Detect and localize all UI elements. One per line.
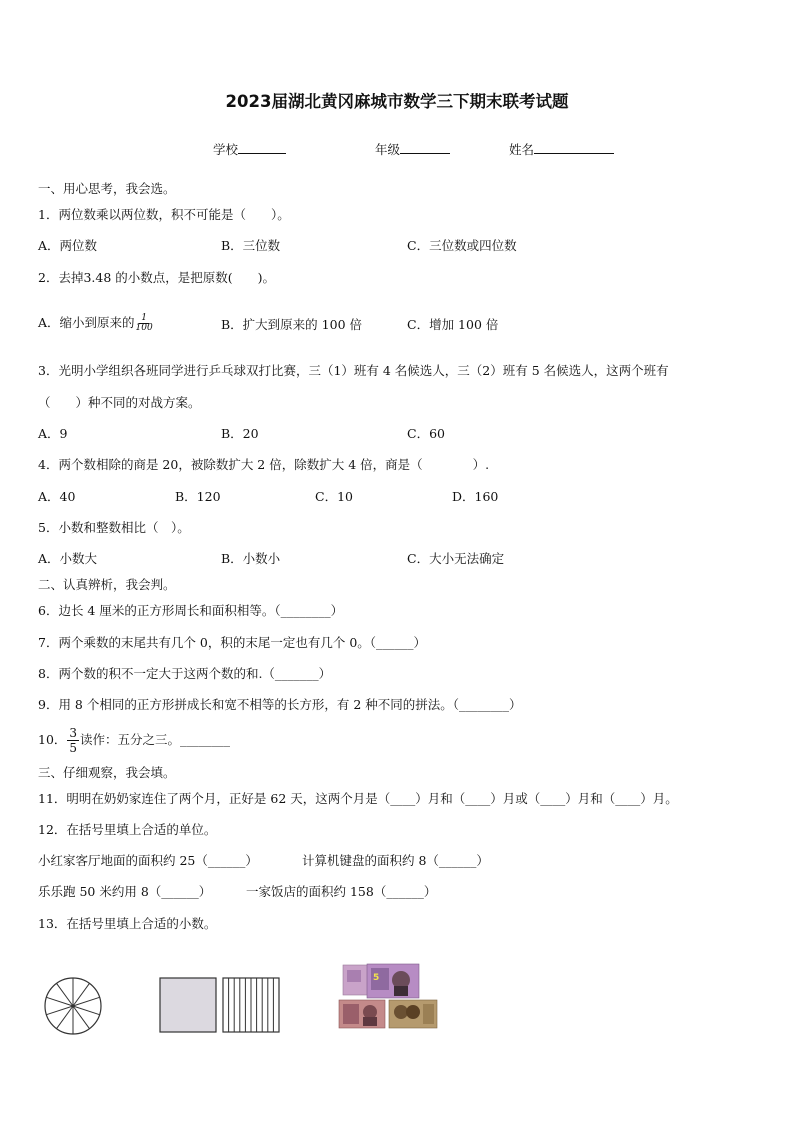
q2-option-c[interactable]: C．增加 100 倍 [407,317,499,332]
exam-title: 2023届湖北黄冈麻城市数学三下期末联考试题 [225,92,569,111]
q5-option-a[interactable]: A．小数大 [38,551,98,566]
question-11: 11．明明在奶奶家连住了两个月，正好是 62 天，这两个月是（____）月和（____）月或（____）月和（____）月。 [38,791,678,806]
five-jiao-note [389,1000,437,1028]
five-yuan-note [367,964,419,998]
grade-field[interactable] [375,141,450,158]
school-label: 学校 [213,142,239,157]
school-field[interactable] [213,141,286,158]
name-label: 姓名 [509,142,535,157]
grade-label: 年级 [375,142,401,157]
question-3-line1: 3．光明小学组织各班同学进行乒乓球双打比赛，三（1）班有 4 名候选人，三（2）班有 5 名候选人，这两个班有 [38,363,669,378]
q10-fraction: $\frac{3}{5}$ [69,726,78,755]
banknotes-figure [337,962,441,1032]
q12-item-2: 计算机键盘的面积约 8（______） [302,853,489,868]
question-4: 4．两个数相除的商是 20，被除数扩大 2 倍，除数扩大 4 倍，商是（ ）. [38,457,490,472]
q12-item-4: 一家饭店的面积约 158（______） [246,884,437,899]
q3-option-c[interactable]: C．60 [407,426,445,441]
question-8: 8．两个数的积不一定大于这两个数的和.（_______） [38,666,332,681]
school-blank[interactable] [238,141,286,154]
q12-item-3: 乐乐跑 50 米约用 8（______） [38,884,212,899]
name-field[interactable] [509,141,614,158]
question-13: 13．在括号里填上合适的小数。 [38,916,217,931]
question-2: 2．去掉3.48 的小数点，是把原数( )。 [38,270,276,285]
q4-option-d[interactable]: D．160 [452,489,499,504]
circle-tenths-figure [42,976,104,1036]
q2-option-a[interactable] [38,314,154,333]
shaded-square-figure [159,977,217,1033]
question-3-line2: （ ）种不同的对战方案。 [38,395,201,410]
q12-item-1: 小红家客厅地面的面积约 25（______） [38,853,258,868]
q2-option-a-text: A．缩小到原来的 [38,315,135,330]
question-7: 7．两个乘数的末尾共有几个 0，积的末尾一定也有几个 0。（______） [38,635,427,650]
q2-option-b[interactable]: B．扩大到原来的 100 倍 [221,317,362,332]
question-6: 6．边长 4 厘米的正方形周长和面积相等。（________） [38,603,344,618]
q10-number: 10． [38,732,67,747]
q4-option-b[interactable]: B．120 [175,489,221,504]
q4-option-c[interactable]: C．10 [315,489,353,504]
q2-fraction: $\frac{1}{100}$ [135,313,153,333]
q4-option-a[interactable]: A．40 [38,489,76,504]
question-10 [38,726,230,755]
question-9: 9．用 8 个相同的正方形拼成长和宽不相等的长方形，有 2 种不同的拼法。（________） [38,697,522,712]
q3-option-b[interactable]: B．20 [221,426,259,441]
name-blank[interactable] [534,141,614,154]
striped-square-figure [222,977,280,1033]
question-12: 12．在括号里填上合适的单位。 [38,822,217,837]
question-5: 5．小数和整数相比（ ）。 [38,520,190,535]
section-3-heading: 三、仔细观察，我会填。 [38,765,176,780]
section-1-heading: 一、用心思考，我会选。 [38,181,176,196]
grade-blank[interactable] [400,141,450,154]
q10-text: 读作：五分之三。________ [80,732,231,747]
question-1: 1．两位数乘以两位数，积不可能是（ ）。 [38,207,290,222]
note-denomination-5: 5 [373,973,380,983]
q1-option-c[interactable]: C．三位数或四位数 [407,238,517,253]
q1-option-b[interactable]: B．三位数 [221,238,281,253]
q1-option-a[interactable]: A．两位数 [38,238,98,253]
q5-option-c[interactable]: C．大小无法确定 [407,551,505,566]
q3-option-a[interactable]: A．9 [38,426,68,441]
one-jiao-note [339,1000,385,1028]
q5-option-b[interactable]: B．小数小 [221,551,281,566]
section-2-heading: 二、认真辨析，我会判。 [38,577,176,592]
